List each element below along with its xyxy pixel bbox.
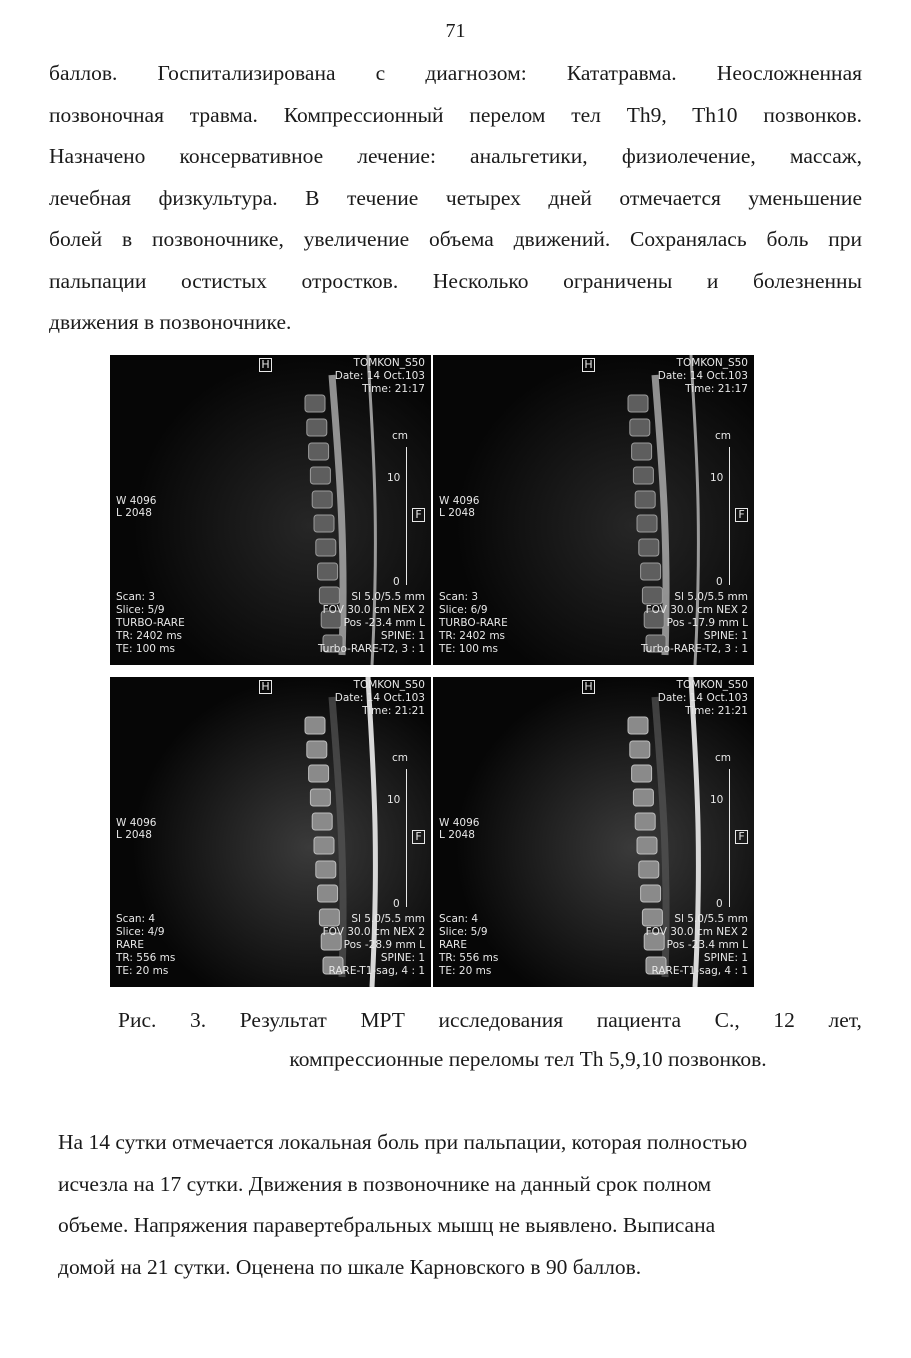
page-number: 71 xyxy=(445,20,466,42)
orientation-marker-feet: F xyxy=(735,830,748,844)
scan-parameter: Scan: 4 xyxy=(116,913,156,925)
scan-parameter: RARE xyxy=(439,939,467,951)
scan-parameter: Slice: 5/9 xyxy=(116,604,165,616)
text-line: позвоночная травма. Компрессионный перелом тел Th9, Th10 позвонков. xyxy=(49,102,862,127)
slice-parameter: FOV 30.0 cm NEX 2 xyxy=(322,604,425,616)
scale-label-10: 10 xyxy=(387,472,401,484)
scale-bar xyxy=(729,447,730,585)
slice-parameter: Pos -28.9 mm L xyxy=(343,939,425,951)
orientation-marker-feet: F xyxy=(412,508,425,522)
caption-word: исследования xyxy=(438,1008,564,1032)
scan-parameter: TE: 100 ms xyxy=(116,643,176,655)
text-line: исчезла на 17 сутки. Движения в позвоночнике на данный срок полном xyxy=(58,1171,712,1196)
scan-parameter: Slice: 6/9 xyxy=(439,604,488,616)
text-line: лечебная физкультура. В течение четырех дней отмечается уменьшение xyxy=(49,185,862,210)
slice-parameter: SPINE: 1 xyxy=(380,952,425,964)
text-line: объеме. Напряжения паравертебральных мышц не выявлено. Выписана xyxy=(58,1213,716,1237)
mri-figure xyxy=(108,355,762,987)
scale-unit: cm xyxy=(392,430,409,442)
slice-parameter: FOV 30.0 cm NEX 2 xyxy=(645,604,748,616)
slice-parameter: Turbo-RARE-T2, 3 : 1 xyxy=(317,643,425,655)
scan-parameter: TURBO-RARE xyxy=(116,617,185,629)
scan-date: Date: 14 Oct.103 xyxy=(657,692,748,704)
scan-date: Date: 14 Oct.103 xyxy=(657,370,748,382)
caption-word: С., xyxy=(714,1008,740,1032)
scan-parameter: TR: 2402 ms xyxy=(439,630,506,642)
scale-unit: cm xyxy=(392,752,409,764)
text-line: болей в позвоночнике, увеличение объема движений. Сохранялась боль при xyxy=(49,227,862,251)
window-level: L 2048 xyxy=(116,507,152,519)
scan-time: Time: 21:17 xyxy=(685,383,748,395)
window-width: W 4096 xyxy=(116,817,157,829)
caption-word: 3. xyxy=(190,1008,207,1032)
window-level: L 2048 xyxy=(116,829,152,841)
caption-word: лет, xyxy=(828,1008,862,1032)
text-line: На 14 сутки отмечается локальная боль при пальпации, которая полностью xyxy=(58,1130,748,1154)
mri-panel xyxy=(110,677,431,987)
scan-parameter: Scan: 3 xyxy=(116,591,156,603)
figure-caption-line-2: компрессионные переломы тел Th 5,9,10 позвонков. xyxy=(289,1047,767,1071)
window-width: W 4096 xyxy=(439,817,480,829)
scale-label-10: 10 xyxy=(710,472,724,484)
text-line: домой на 21 сутки. Оценена по шкале Карновского в 90 баллов. xyxy=(58,1254,642,1279)
scan-parameter: Scan: 3 xyxy=(439,591,479,603)
slice-parameter: SPINE: 1 xyxy=(380,630,425,642)
scan-time: Time: 21:21 xyxy=(685,705,748,717)
scan-parameter: Slice: 5/9 xyxy=(439,926,488,938)
scan-time: Time: 21:21 xyxy=(362,705,425,717)
slice-parameter: SPINE: 1 xyxy=(703,630,748,642)
mri-panel xyxy=(433,355,754,665)
scan-parameter: TR: 2402 ms xyxy=(116,630,183,642)
scan-parameter: Slice: 4/9 xyxy=(116,926,165,938)
orientation-marker-feet: F xyxy=(735,508,748,522)
caption-word: Рис. xyxy=(118,1008,157,1032)
slice-parameter: Pos -23.4 mm L xyxy=(343,617,425,629)
slice-parameter: Sl 5.0/5.5 mm xyxy=(674,591,748,603)
text-line: Назначено консервативное лечение: анальгетики, физиолечение, массаж, xyxy=(49,144,862,168)
scan-date: Date: 14 Oct.103 xyxy=(334,692,425,704)
caption-word: Результат xyxy=(239,1008,327,1032)
caption-word: 12 xyxy=(773,1008,795,1032)
scanner-label: TOMKON_S50 xyxy=(676,679,748,691)
scan-time: Time: 21:17 xyxy=(362,383,425,395)
body-paragraph-1 xyxy=(49,53,862,344)
orientation-marker-head: H xyxy=(259,680,272,694)
scan-parameter: TURBO-RARE xyxy=(439,617,508,629)
scan-parameter: TR: 556 ms xyxy=(116,952,176,964)
figure-caption-line-1 xyxy=(118,1001,862,1039)
scan-parameter: Scan: 4 xyxy=(439,913,479,925)
slice-parameter: Sl 5.0/5.5 mm xyxy=(674,913,748,925)
scale-unit: cm xyxy=(715,752,732,764)
window-level: L 2048 xyxy=(439,829,475,841)
scale-label-0: 0 xyxy=(393,898,400,910)
slice-parameter: FOV 30.0 cm NEX 2 xyxy=(322,926,425,938)
text-line: баллов. Госпитализирована с диагнозом: Кататравма. Неосложненная xyxy=(49,61,862,85)
scale-label-0: 0 xyxy=(393,576,400,588)
scan-parameter: TE: 20 ms xyxy=(439,965,492,977)
scale-label-10: 10 xyxy=(710,794,724,806)
slice-parameter: Pos -23.4 mm L xyxy=(666,939,748,951)
scan-parameter: TE: 100 ms xyxy=(439,643,499,655)
slice-parameter: Sl 5.0/5.5 mm xyxy=(351,591,425,603)
slice-parameter: SPINE: 1 xyxy=(703,952,748,964)
scanner-label: TOMKON_S50 xyxy=(676,357,748,369)
window-width: W 4096 xyxy=(116,495,157,507)
slice-parameter: Turbo-RARE-T2, 3 : 1 xyxy=(640,643,748,655)
scale-bar xyxy=(729,769,730,907)
scan-parameter: TR: 556 ms xyxy=(439,952,499,964)
scale-unit: cm xyxy=(715,430,732,442)
orientation-marker-feet: F xyxy=(412,830,425,844)
scale-label-0: 0 xyxy=(716,898,723,910)
window-width: W 4096 xyxy=(439,495,480,507)
slice-parameter: Sl 5.0/5.5 mm xyxy=(351,913,425,925)
slice-parameter: RARE-T1-sag, 4 : 1 xyxy=(651,965,748,977)
body-paragraph-2 xyxy=(58,1122,864,1288)
text-line: движения в позвоночнике. xyxy=(49,310,292,334)
scale-label-10: 10 xyxy=(387,794,401,806)
scan-parameter: TE: 20 ms xyxy=(116,965,169,977)
scanner-label: TOMKON_S50 xyxy=(353,679,425,691)
scan-date: Date: 14 Oct.103 xyxy=(334,370,425,382)
window-level: L 2048 xyxy=(439,507,475,519)
mri-panel xyxy=(110,355,431,665)
caption-word: МРТ xyxy=(360,1008,405,1032)
slice-parameter: RARE-T1-sag, 4 : 1 xyxy=(328,965,425,977)
caption-word: пациента xyxy=(596,1008,682,1032)
orientation-marker-head: H xyxy=(582,680,595,694)
text-line: пальпации остистых отростков. Несколько ограничены и болезненны xyxy=(49,268,862,293)
orientation-marker-head: H xyxy=(582,358,595,372)
scan-parameter: RARE xyxy=(116,939,144,951)
scale-label-0: 0 xyxy=(716,576,723,588)
scale-bar xyxy=(406,447,407,585)
scale-bar xyxy=(406,769,407,907)
mri-panel xyxy=(433,677,754,987)
scanner-label: TOMKON_S50 xyxy=(353,357,425,369)
slice-parameter: FOV 30.0 cm NEX 2 xyxy=(645,926,748,938)
orientation-marker-head: H xyxy=(259,358,272,372)
slice-parameter: Pos -17.9 mm L xyxy=(666,617,748,629)
